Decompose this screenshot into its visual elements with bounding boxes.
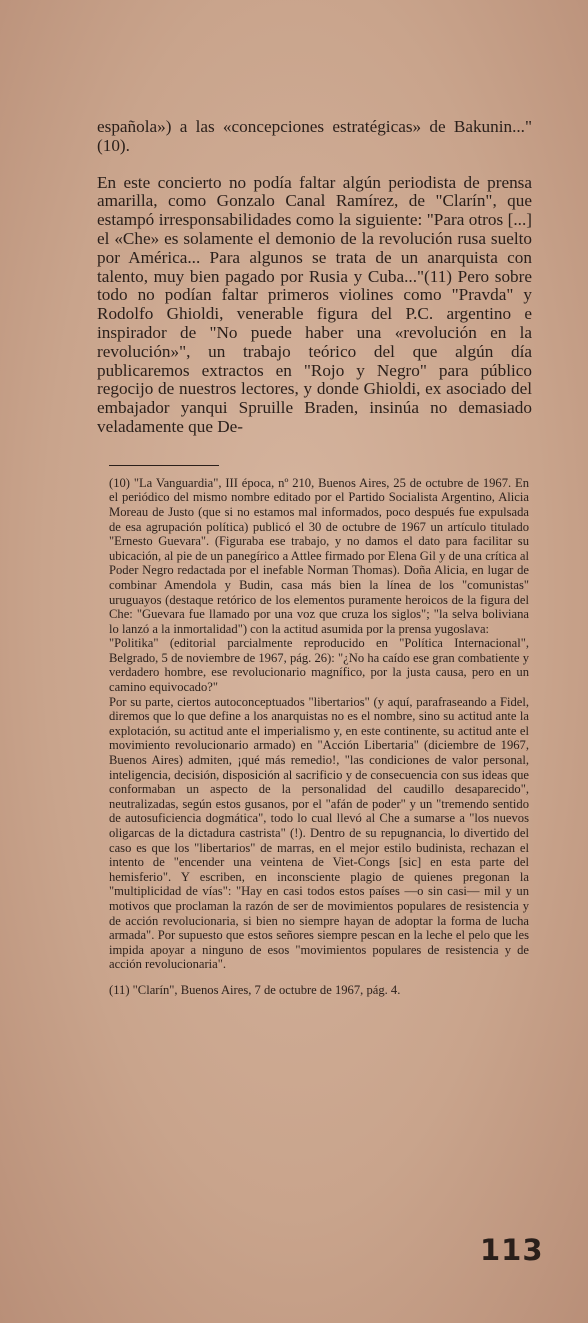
- footnote-11: (11) "Clarín", Buenos Aires, 7 de octubre de 1967, pág. 4.: [109, 982, 401, 997]
- body-paragraph: En este concierto no podía faltar algún periodista de prensa amarilla, como Gonzalo Canal Ramírez, de "Clarín", que estampó irresponsabilidades como la siguiente: "Para otros [...] el «Che» es solamente el demonio de la revolución rusa suelto por América... Para algunos se trata de un anarquista con talento, muy bien pagado por Rusia y Cuba..."(11) Pero sobre todo no podían faltar primeros violines como "Pravda" y Rodolfo Ghioldi, venerable figura del P.C. argentino e inspirador de "No puede haber una «revolución en la revolución»", un trabajo teórico del que algún día publicaremos extractos en "Rojo y Negro" para público regocijo de nuestros lectores, y donde Ghioldi, ex asociado del embajador yanqui Spruille Braden, insinúa no demasiado veladamente que De-: [97, 172, 532, 436]
- footnote-10-part-2: "Politika" (editorial parcialmente reproducido en "Política Internacional", Belgrado, 5 de noviembre de 1967, pág. 26): "¿No ha caído ese gran combatiente y verdadero hombre, ese revolucionario magnífico, por la justa causa, pero en un camino equivocado?": [109, 636, 529, 695]
- footnote-10-part-1: (10) "La Vanguardia", III época, nº 210, Buenos Aires, 25 de octubre de 1967. En el periódico del mismo nombre editado por el Partido Socialista Argentino, Alicia Moreau de Justo (que si no estamos mal informados, poco después fue expulsada de esa agrupación política) publicó el 30 de octubre de 1967 un artículo titulado "Ernesto Guevara". (Figuraba ese trabajo, y no damos el dato para facilitar su ubicación, al pie de un panegírico a Attlee firmado por Elena Gil y de una crítica al Poder Negro redactada por el inefable Norman Thomas). Doña Alicia, en lugar de combinar Amendola y Budin, casa más bien la línea de los "comunistas" uruguayos (destaque retórico de los elementos puramente heroicos de la figura del Che: "Guevara fue llamado por una voz que cruza los siglos"; "la selva boliviana lo lanzó a la inmortalidad") con la actitud asumida por la prensa yugoslava:: [109, 475, 529, 636]
- footnotes: [97, 476, 529, 998]
- intro-paragraph: española») a las «concepciones estratégicas» de Bakunin..." (10).: [97, 117, 532, 155]
- book-page: [97, 118, 532, 998]
- footnote-10-part-3: Por su parte, ciertos autoconceptuados "libertarios" (y aquí, parafraseando a Fidel, diremos que lo que define a los anarquistas no es el nombre, sino su actitud ante la explotación, su actitud ante el imperialismo y, en este continente, su actitud ante el movimiento revolucionario armado) en "Acción Libertaria" (diciembre de 1967, Buenos Aires) admiten, ¡qué más remedio!, "las condiciones de valor personal, inteligencia, decisión, disposición al sacrificio y de consecuencia con sus ideas que conformaban un aspecto de la personalidad del caudillo desaparecido", neutralizadas, según estos gusanos, por el "afán de poder" y un "tremendo sentido de autosuficiencia dogmática", todo lo cual llevó al Che a sumarse a "los nuevos oligarcas de la dictadura castrista" (!). Dentro de su repugnancia, lo divertido del caso es que los "libertarios" de marras, en el mejor estilo budinista, rechazan el intento de "encender una veintena de Viet-Congs [sic] en esta parte del hemisferio". Y escriben, en inconsciente plagio de quienes pregonan la "multiplicidad de vías": "Hay en casi todos estos países —o sin casi— mil y un motivos que proclaman la razón de ser de movimientos populares de resistencia y de acción revolucionaria, si bien no siempre hayan de adoptar la forma de lucha armada". Por supuesto que estos señores siempre pescan en la leche el pelo que les impida apoyar a ninguno de esos "movimientos populares de resistencia y de acción revolucionaria".: [109, 694, 529, 972]
- page-number: 113: [480, 1233, 544, 1267]
- footnote-divider: [109, 465, 219, 466]
